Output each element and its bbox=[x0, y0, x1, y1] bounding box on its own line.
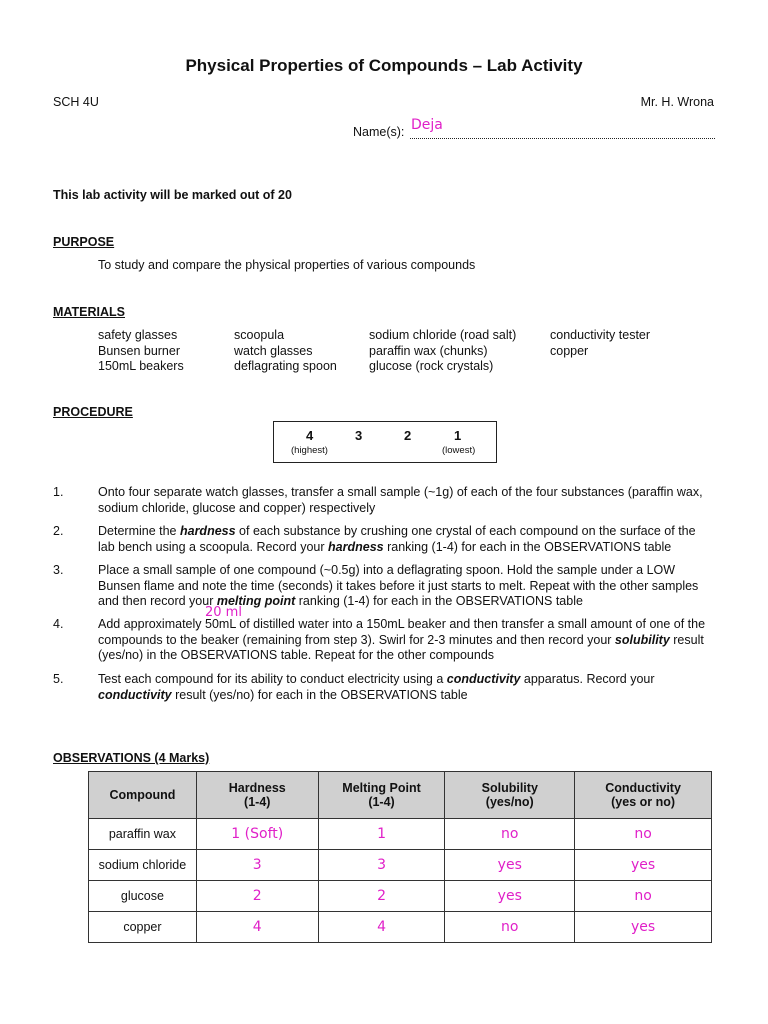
observations-table bbox=[88, 771, 712, 943]
solubility-cell[interactable]: no bbox=[445, 912, 575, 943]
column-header-conductivity: Conductivity (yes or no) bbox=[575, 772, 712, 819]
step-number: 4. bbox=[53, 617, 64, 631]
observations-heading: OBSERVATIONS (4 Marks) bbox=[53, 751, 210, 765]
material-item: Bunsen burner bbox=[98, 343, 181, 358]
material-item: 150mL beakers bbox=[98, 359, 184, 373]
column-header-compound: Compound bbox=[89, 772, 197, 819]
material-item: conductivity tester bbox=[550, 328, 651, 342]
step-text: Place a small sample of one compound (~0.5g) into a deflagrating spoon. Hold the sample under a LOW Bunsen flame and note the time (seconds) it takes before it just starts to melt. Repeat with the other samples and then record your melting point ranking (1-4) for each in the OBSERVATIONS table bbox=[98, 563, 699, 608]
page-title: Physical Properties of Compounds – Lab Activity bbox=[185, 56, 583, 75]
purpose-heading: PURPOSE bbox=[53, 235, 115, 249]
column-header-hardness: Hardness (1-4) bbox=[196, 772, 318, 819]
rank-value: 2 bbox=[404, 428, 412, 443]
table-header-row bbox=[89, 772, 712, 819]
solubility-cell[interactable]: yes bbox=[445, 881, 575, 912]
material-item: copper bbox=[550, 343, 589, 358]
step-number: 3. bbox=[53, 563, 64, 577]
material-item: scoopula bbox=[234, 328, 285, 342]
conductivity-cell[interactable]: no bbox=[575, 881, 712, 912]
melting-point-cell[interactable]: 4 bbox=[318, 912, 445, 943]
table-row bbox=[89, 819, 712, 850]
melting-point-cell[interactable]: 1 bbox=[318, 819, 445, 850]
compound-cell: paraffin wax bbox=[89, 819, 197, 850]
names-handwritten: Deja bbox=[411, 117, 443, 133]
materials-column-1 bbox=[98, 328, 184, 375]
purpose-text: To study and compare the physical properties of various compounds bbox=[98, 258, 476, 272]
names-label: Name(s): bbox=[353, 125, 405, 139]
rank-lowest-label: (lowest) bbox=[442, 445, 476, 456]
table-row bbox=[89, 881, 712, 912]
column-header-melting-point: Melting Point (1-4) bbox=[318, 772, 445, 819]
hardness-cell[interactable]: 2 bbox=[196, 881, 318, 912]
hardness-cell[interactable]: 1 (Soft) bbox=[196, 819, 318, 850]
step-text: Add approximately 50mL of distilled water into a 150mL beaker and then transfer a small amount of one of the compounds to the beaker (remaining from step 3). Swirl for 2-3 minutes and then record your solubility result (yes/no) in the OBSERVATIONS table. Repeat for the other compounds bbox=[98, 617, 706, 662]
melting-point-cell[interactable]: 3 bbox=[318, 850, 445, 881]
hardness-cell[interactable]: 4 bbox=[196, 912, 318, 943]
material-item: deflagrating spoon bbox=[234, 359, 337, 373]
material-item: glucose (rock crystals) bbox=[369, 359, 494, 373]
conductivity-cell[interactable]: yes bbox=[575, 850, 712, 881]
step-text: Determine the hardness of each substance by crushing one crystal of each compound on the surface of the lab bench using a scoopula. Record your hardness ranking (1-4) for each in the OBSERVATIONS table bbox=[98, 524, 696, 554]
materials-column-4 bbox=[550, 328, 650, 359]
material-item: watch glasses bbox=[234, 343, 313, 358]
compound-cell: sodium chloride bbox=[89, 850, 197, 881]
rank-value: 4 bbox=[306, 428, 314, 443]
table-row bbox=[89, 850, 712, 881]
material-item: safety glasses bbox=[98, 328, 178, 342]
teacher-name: Mr. H. Wrona bbox=[640, 95, 714, 109]
step-text: Test each compound for its ability to conduct electricity using a conductivity apparatus. Record your conductivity result (yes/no) for each in the OBSERVATIONS table bbox=[98, 672, 655, 702]
solubility-cell[interactable]: no bbox=[445, 819, 575, 850]
rank-value: 1 bbox=[454, 428, 462, 443]
step-number: 2. bbox=[53, 524, 64, 538]
table-row bbox=[89, 912, 712, 943]
ranking-scale-box bbox=[273, 421, 497, 463]
materials-column-2 bbox=[234, 328, 337, 375]
names-field[interactable] bbox=[410, 124, 715, 139]
rank-value: 3 bbox=[355, 428, 363, 443]
rank-highest-label: (highest) bbox=[291, 445, 328, 456]
conductivity-cell[interactable]: yes bbox=[575, 912, 712, 943]
step-text: Onto four separate watch glasses, transfer a small sample (~1g) of each of the four substances (paraffin wax, sodium chloride, glucose and copper) respectively bbox=[98, 485, 703, 515]
column-header-solubility: Solubility (yes/no) bbox=[445, 772, 575, 819]
step4-handwritten: 20 ml bbox=[205, 605, 242, 620]
materials-heading: MATERIALS bbox=[53, 305, 125, 319]
course-code: SCH 4U bbox=[53, 95, 99, 109]
hardness-cell[interactable]: 3 bbox=[196, 850, 318, 881]
step-number: 1. bbox=[53, 485, 64, 499]
materials-column-3 bbox=[369, 328, 516, 375]
melting-point-cell[interactable]: 2 bbox=[318, 881, 445, 912]
procedure-heading: PROCEDURE bbox=[53, 405, 133, 419]
marked-out-of: This lab activity will be marked out of 20 bbox=[53, 188, 292, 202]
compound-cell: copper bbox=[89, 912, 197, 943]
material-item: sodium chloride (road salt) bbox=[369, 328, 517, 342]
solubility-cell[interactable]: yes bbox=[445, 850, 575, 881]
conductivity-cell[interactable]: no bbox=[575, 819, 712, 850]
material-item: paraffin wax (chunks) bbox=[369, 343, 488, 358]
step-number: 5. bbox=[53, 672, 64, 686]
compound-cell: glucose bbox=[89, 881, 197, 912]
